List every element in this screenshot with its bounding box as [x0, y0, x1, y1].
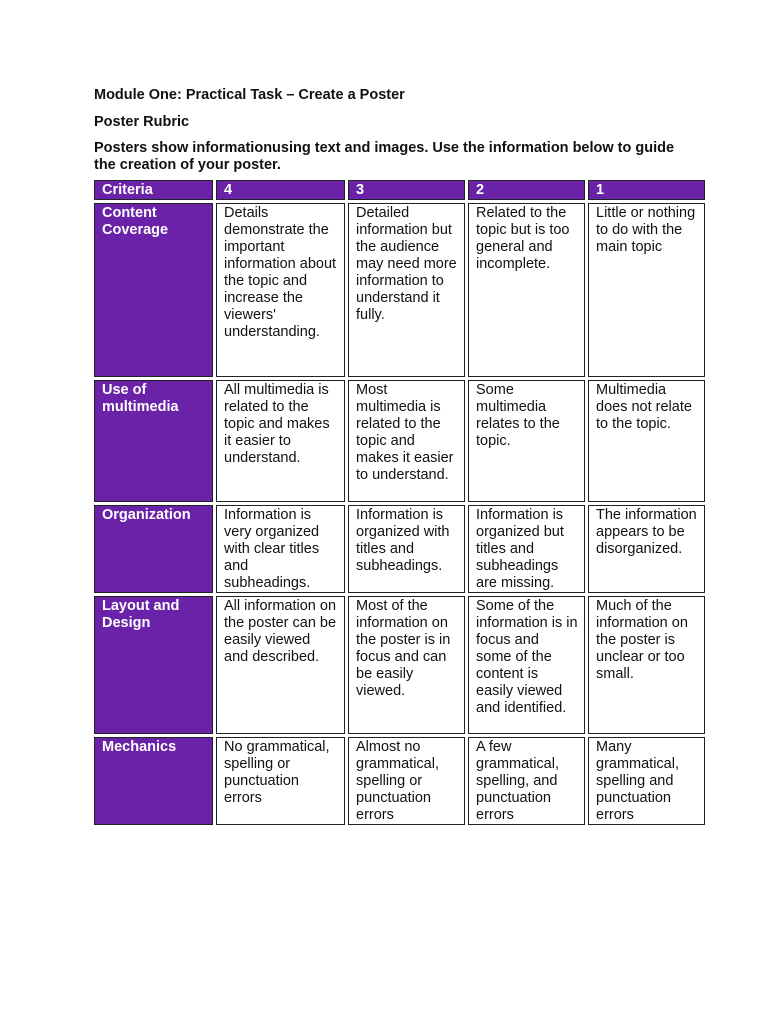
header-score-1: 1	[588, 180, 705, 200]
rubric-header-row	[94, 180, 705, 200]
score-4-cell: All information on the poster can be easily viewed and described.	[216, 596, 345, 734]
score-2-cell: A few grammatical, spelling, and punctuation errors	[468, 737, 585, 825]
criterion-cell: Organization	[94, 505, 213, 593]
header-score-4: 4	[216, 180, 345, 200]
score-1-cell: Multimedia does not relate to the topic.	[588, 380, 705, 502]
rubric-row-content-coverage	[94, 203, 705, 377]
intro-paragraph: Posters show informationusing text and images. Use the information below to guide the creation of your poster.	[94, 140, 675, 173]
score-1-cell: Many grammatical, spelling and punctuation errors	[588, 737, 705, 825]
score-4-cell: All multimedia is related to the topic and makes it easier to understand.	[216, 380, 345, 502]
score-2-cell: Some of the information is in focus and some of the content is easily viewed and identified.	[468, 596, 585, 734]
rubric-row-use-of-multimedia	[94, 380, 705, 502]
rubric-row-mechanics	[94, 737, 705, 825]
score-1-cell: Much of the information on the poster is unclear or too small.	[588, 596, 705, 734]
criterion-cell: Content Coverage	[94, 203, 213, 377]
score-3-cell: Almost no grammatical, spelling or punctuation errors	[348, 737, 465, 825]
header-score-3: 3	[348, 180, 465, 200]
header-criteria: Criteria	[94, 180, 213, 200]
score-3-cell: Most multimedia is related to the topic and makes it easier to understand.	[348, 380, 465, 502]
score-4-cell: Information is very organized with clear titles and subheadings.	[216, 505, 345, 593]
score-2-cell: Related to the topic but is too general and incomplete.	[468, 203, 585, 377]
header-score-2: 2	[468, 180, 585, 200]
criterion-cell: Use of multimedia	[94, 380, 213, 502]
score-1-cell: The information appears to be disorganized.	[588, 505, 705, 593]
criterion-cell: Layout and Design	[94, 596, 213, 734]
score-4-cell: Details demonstrate the important information about the topic and increase the viewers' understanding.	[216, 203, 345, 377]
module-title: Module One: Practical Task – Create a Poster	[94, 87, 405, 103]
rubric-row-layout-and-design	[94, 596, 705, 734]
score-1-cell: Little or nothing to do with the main topic	[588, 203, 705, 377]
score-4-cell: No grammatical, spelling or punctuation errors	[216, 737, 345, 825]
rubric-title: Poster Rubric	[94, 114, 190, 130]
score-3-cell: Information is organized with titles and subheadings.	[348, 505, 465, 593]
rubric-table	[91, 177, 708, 828]
score-3-cell: Detailed information but the audience may need more information to understand it fully.	[348, 203, 465, 377]
score-3-cell: Most of the information on the poster is in focus and can be easily viewed.	[348, 596, 465, 734]
criterion-cell: Mechanics	[94, 737, 213, 825]
rubric-row-organization	[94, 505, 705, 593]
score-2-cell: Some multimedia relates to the topic.	[468, 380, 585, 502]
score-2-cell: Information is organized but titles and subheadings are missing.	[468, 505, 585, 593]
